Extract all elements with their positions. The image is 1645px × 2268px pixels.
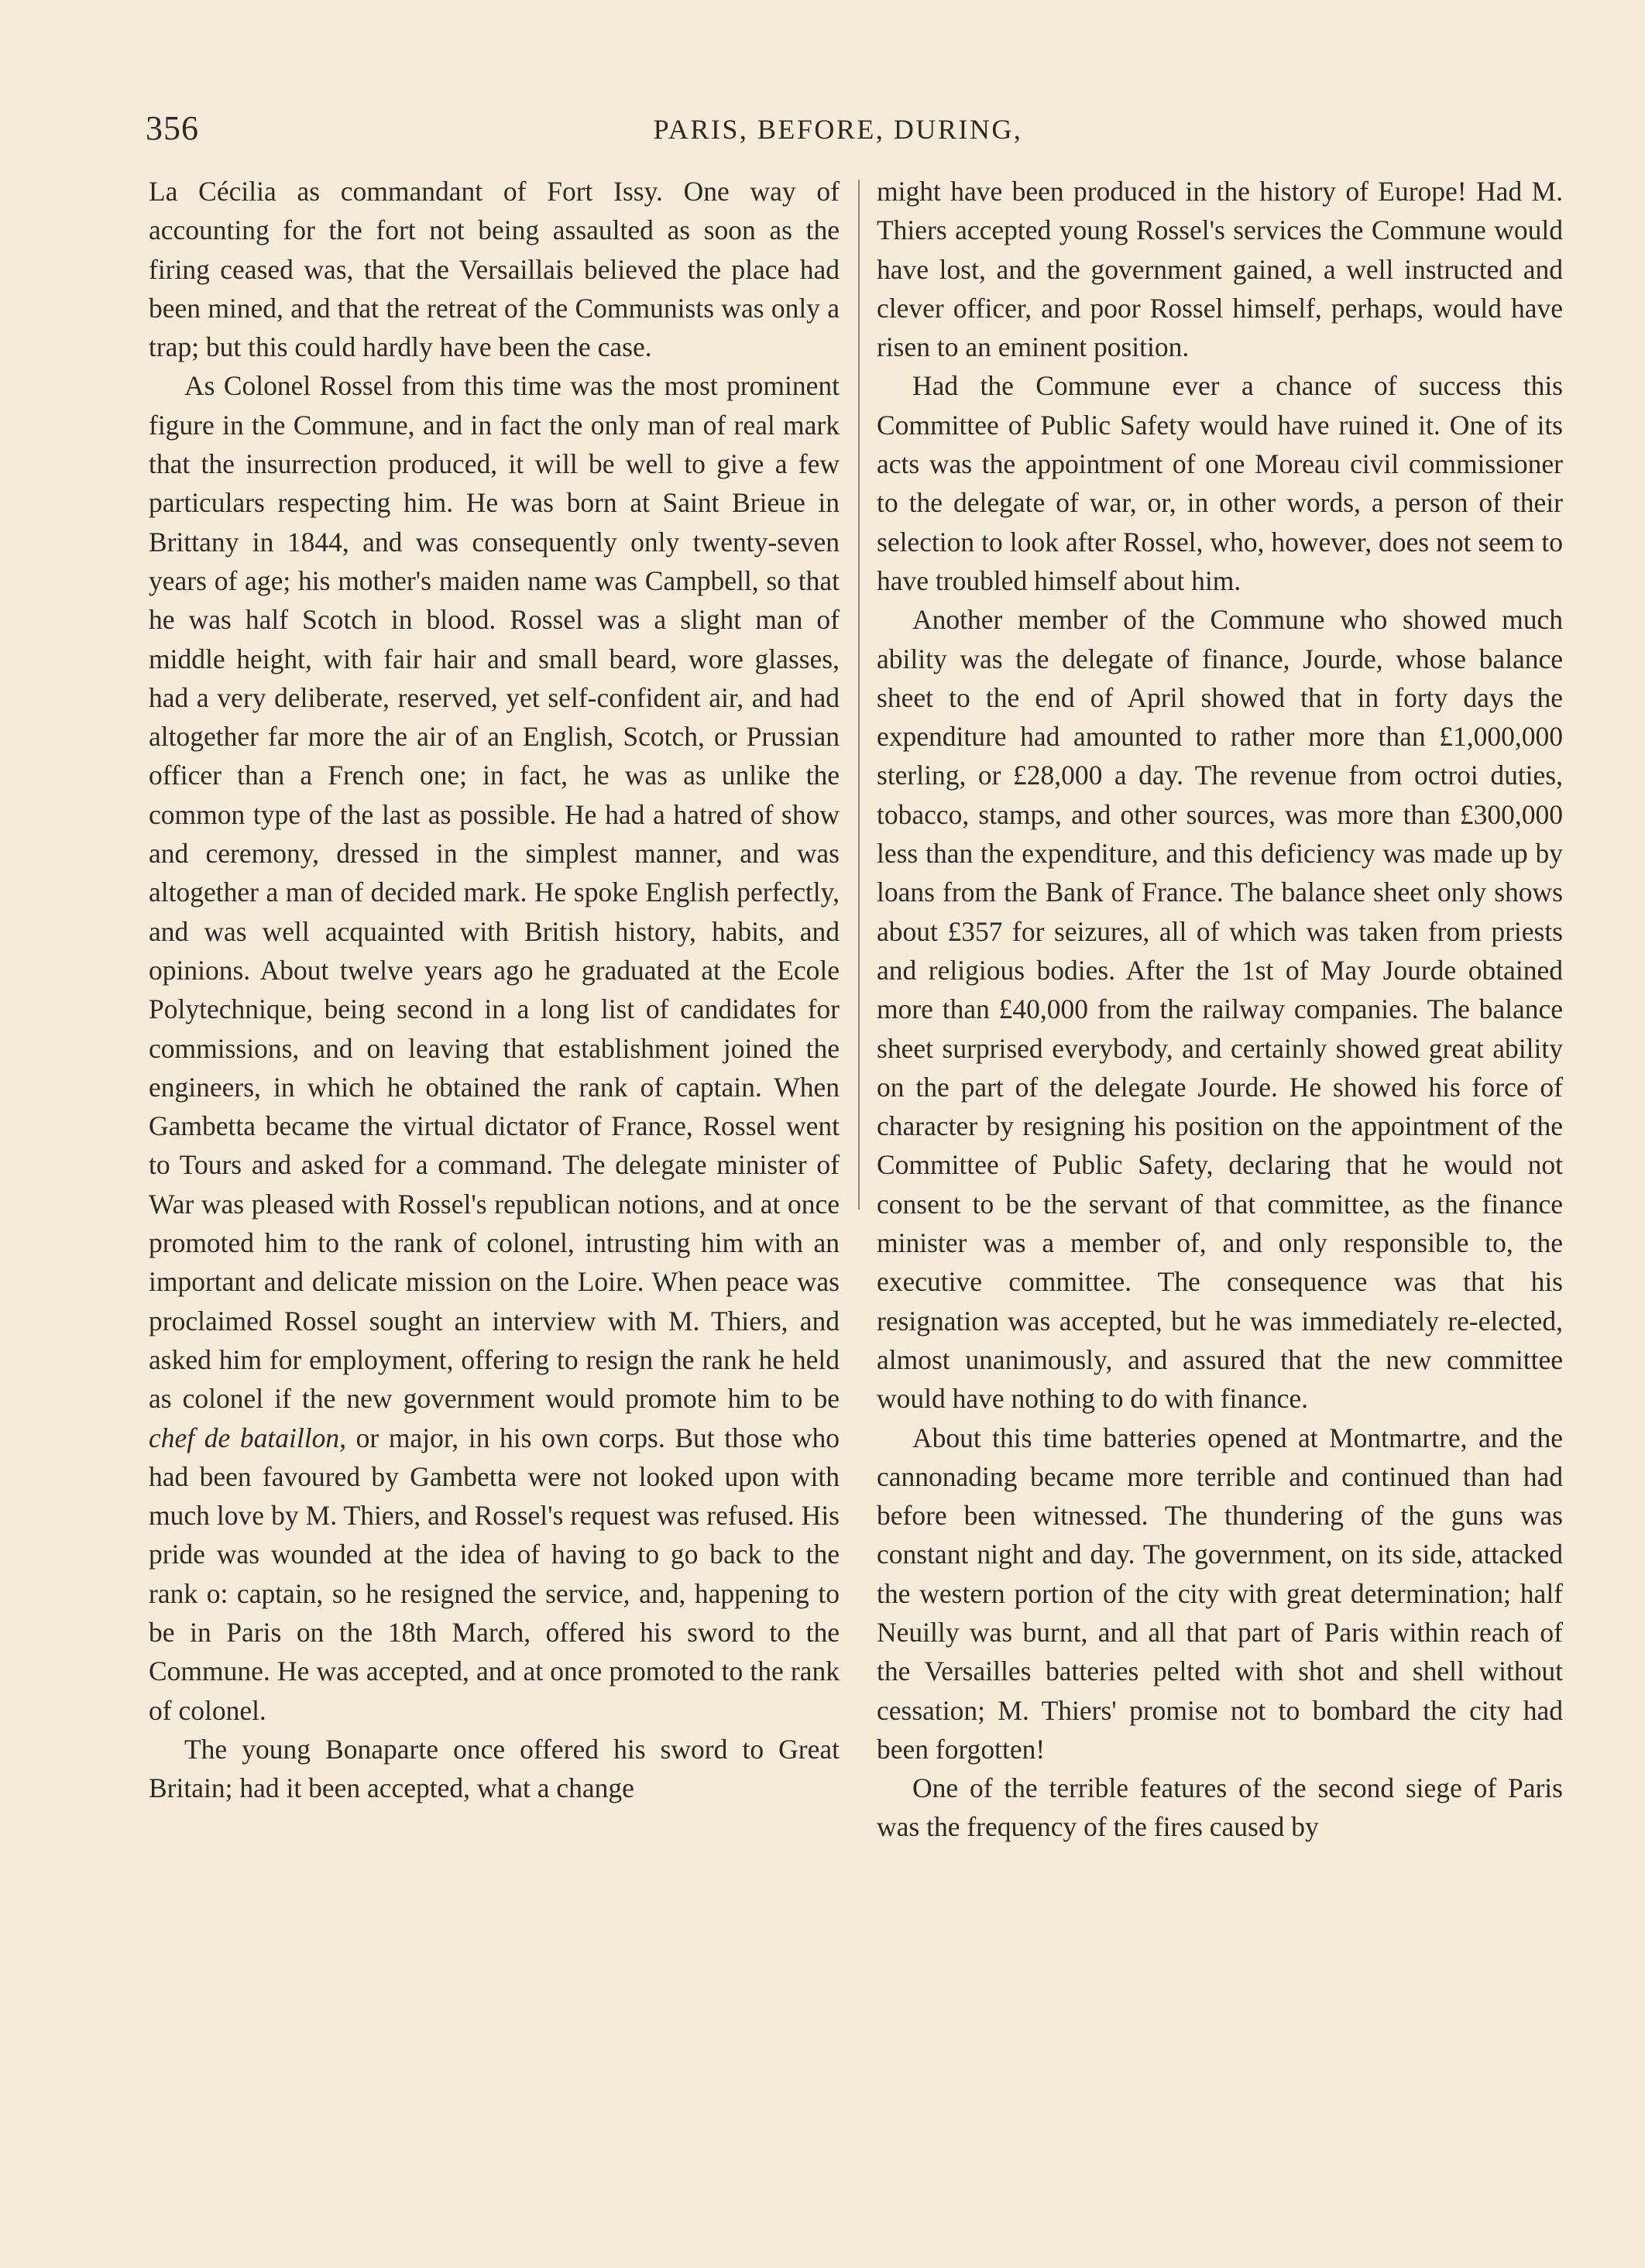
right-paragraph-5: One of the terrible features of the second siege of Paris was the frequency of the fires caused by: [877, 1772, 1563, 1843]
page-number: 356: [146, 109, 199, 147]
right-paragraph-3: Another member of the Commune who showed much ability was the delegate of finance, Jourde, whose balance sheet to the end of April showed that in forty days the expenditure had amounted to rather more than £1,000,000 sterling, or £28,000 a day. The revenue from octroi duties, tobacco, stamps, and other sources, was more than £300,000 less than the expenditure, and this deficiency was made up by loans from the Bank of France. The balance sheet only shows about £357 for seizures, all of which was taken from priests and religious bodies. After the 1st of May Jourde obtained more than £40,000 from the railway companies. The balance sheet surprised everybody, and certainly showed great ability on the part of the delegate Jourde. He showed his force of character by resigning his position on the appointment of the Committee of Public Safety, declaring that he would not consent to be the servant of that committee, as the finance minister was a member of, and only responsible to, the executive committee. The consequence was that his resignation was accepted, but he was immediately re-elected, almost unanimously, and assured that the new committee would have nothing to do with finance.: [877, 604, 1563, 1415]
right-paragraph-4: About this time batteries opened at Montmartre, and the cannonading became more terrible and continued than had before been witnessed. The thundering of the guns was constant night and day. The government, on its side, attacked the western portion of the city with great determination; half Neuilly was burnt, and all that part of Paris within reach of the Versailles batteries pelted with shot and shell without cessation; M. Thiers' promise not to bombard the city had been forgotten!: [877, 1422, 1563, 1765]
left-paragraph-3: The young Bonaparte once offered his sword to Great Britain; had it been accepted, what a change: [149, 1733, 840, 1804]
left-paragraph-1: La Cécilia as commandant of Fort Issy. One way of accounting for the fort not being assaulted as soon as the firing ceased was, that the Versaillais believed the place had been mined, and that the retreat of the Communists was only a trap; but this could hardly have been the case.: [149, 176, 840, 363]
left-paragraph-2-text: As Colonel Rossel from this time was the most prominent figure in the Commune, and in fact the only man of real mark that the insurrection produced, it will be well to give a few particulars respecting him. He was born at Saint Brieue in Brittany in 1844, and was consequently only twenty-seven years of age; his mother's maiden name was Campbell, so that he was half Scotch in blood. Rossel was a slight man of middle height, with fair hair and small beard, wore glasses, had a very deliberate, reserved, yet self-confident air, and had altogether far more the air of an English, Scotch, or Prussian officer than a French one; in fact, he was as unlike the common type of the last as possible. He had a hatred of show and ceremony, dressed in the simplest manner, and was altogether a man of decided mark. He spoke English perfectly, and was well acquainted with British history, habits, and opinions. About twelve years ago he graduated at the Ecole Polytechnique, being second in a long list of candidates for commissions, and on leaving that establishment joined the engineers, in which he obtained the rank of captain. When Gambetta became the virtual dictator of France, Rossel went to Tours and asked for a command. The delegate minister of War was pleased with Rossel's republican notions, and at once promoted him to the rank of colonel, intrusting him with an important and delicate mission on the Loire. When peace was proclaimed Rossel sought an interview with M. Thiers, and asked him for employment, offering to resign the rank he held as colonel if the new government would promote him to be: [149, 370, 840, 1415]
left-paragraph-2: [149, 366, 840, 1729]
right-paragraph-2: Had the Commune ever a chance of success this Committee of Public Safety would have ruined it. One of its acts was the appointment of one Moreau civil commissioner to the delegate of war, or, in other words, a person of their selection to look after Rossel, who, however, does not seem to have troubled himself about him.: [877, 370, 1563, 596]
running-head: PARIS, BEFORE, DURING,: [653, 114, 1023, 145]
italic-phrase: chef de bataillon,: [149, 1422, 347, 1453]
left-column: [149, 172, 840, 1807]
right-paragraph-1: might have been produced in the history of Europe! Had M. Thiers accepted young Rossel's services the Commune would have lost, and the government gained, a well instructed and clever officer, and poor Rossel himself, perhaps, would have risen to an eminent position.: [877, 176, 1563, 363]
column-divider: [858, 180, 860, 1209]
right-column: [877, 172, 1563, 1847]
left-paragraph-2-end: or major, in his own corps. But those who had been favoured by Gambetta were not looked upon with much love by M. Thiers, and Rossel's request was refused. His pride was wounded at the idea of having to go back to the rank o: captain, so he resigned the service, and, happening to be in Paris on the 18th March, offered his sword to the Commune. He was accepted, and at once promoted to the rank of colonel.: [149, 1422, 840, 1726]
